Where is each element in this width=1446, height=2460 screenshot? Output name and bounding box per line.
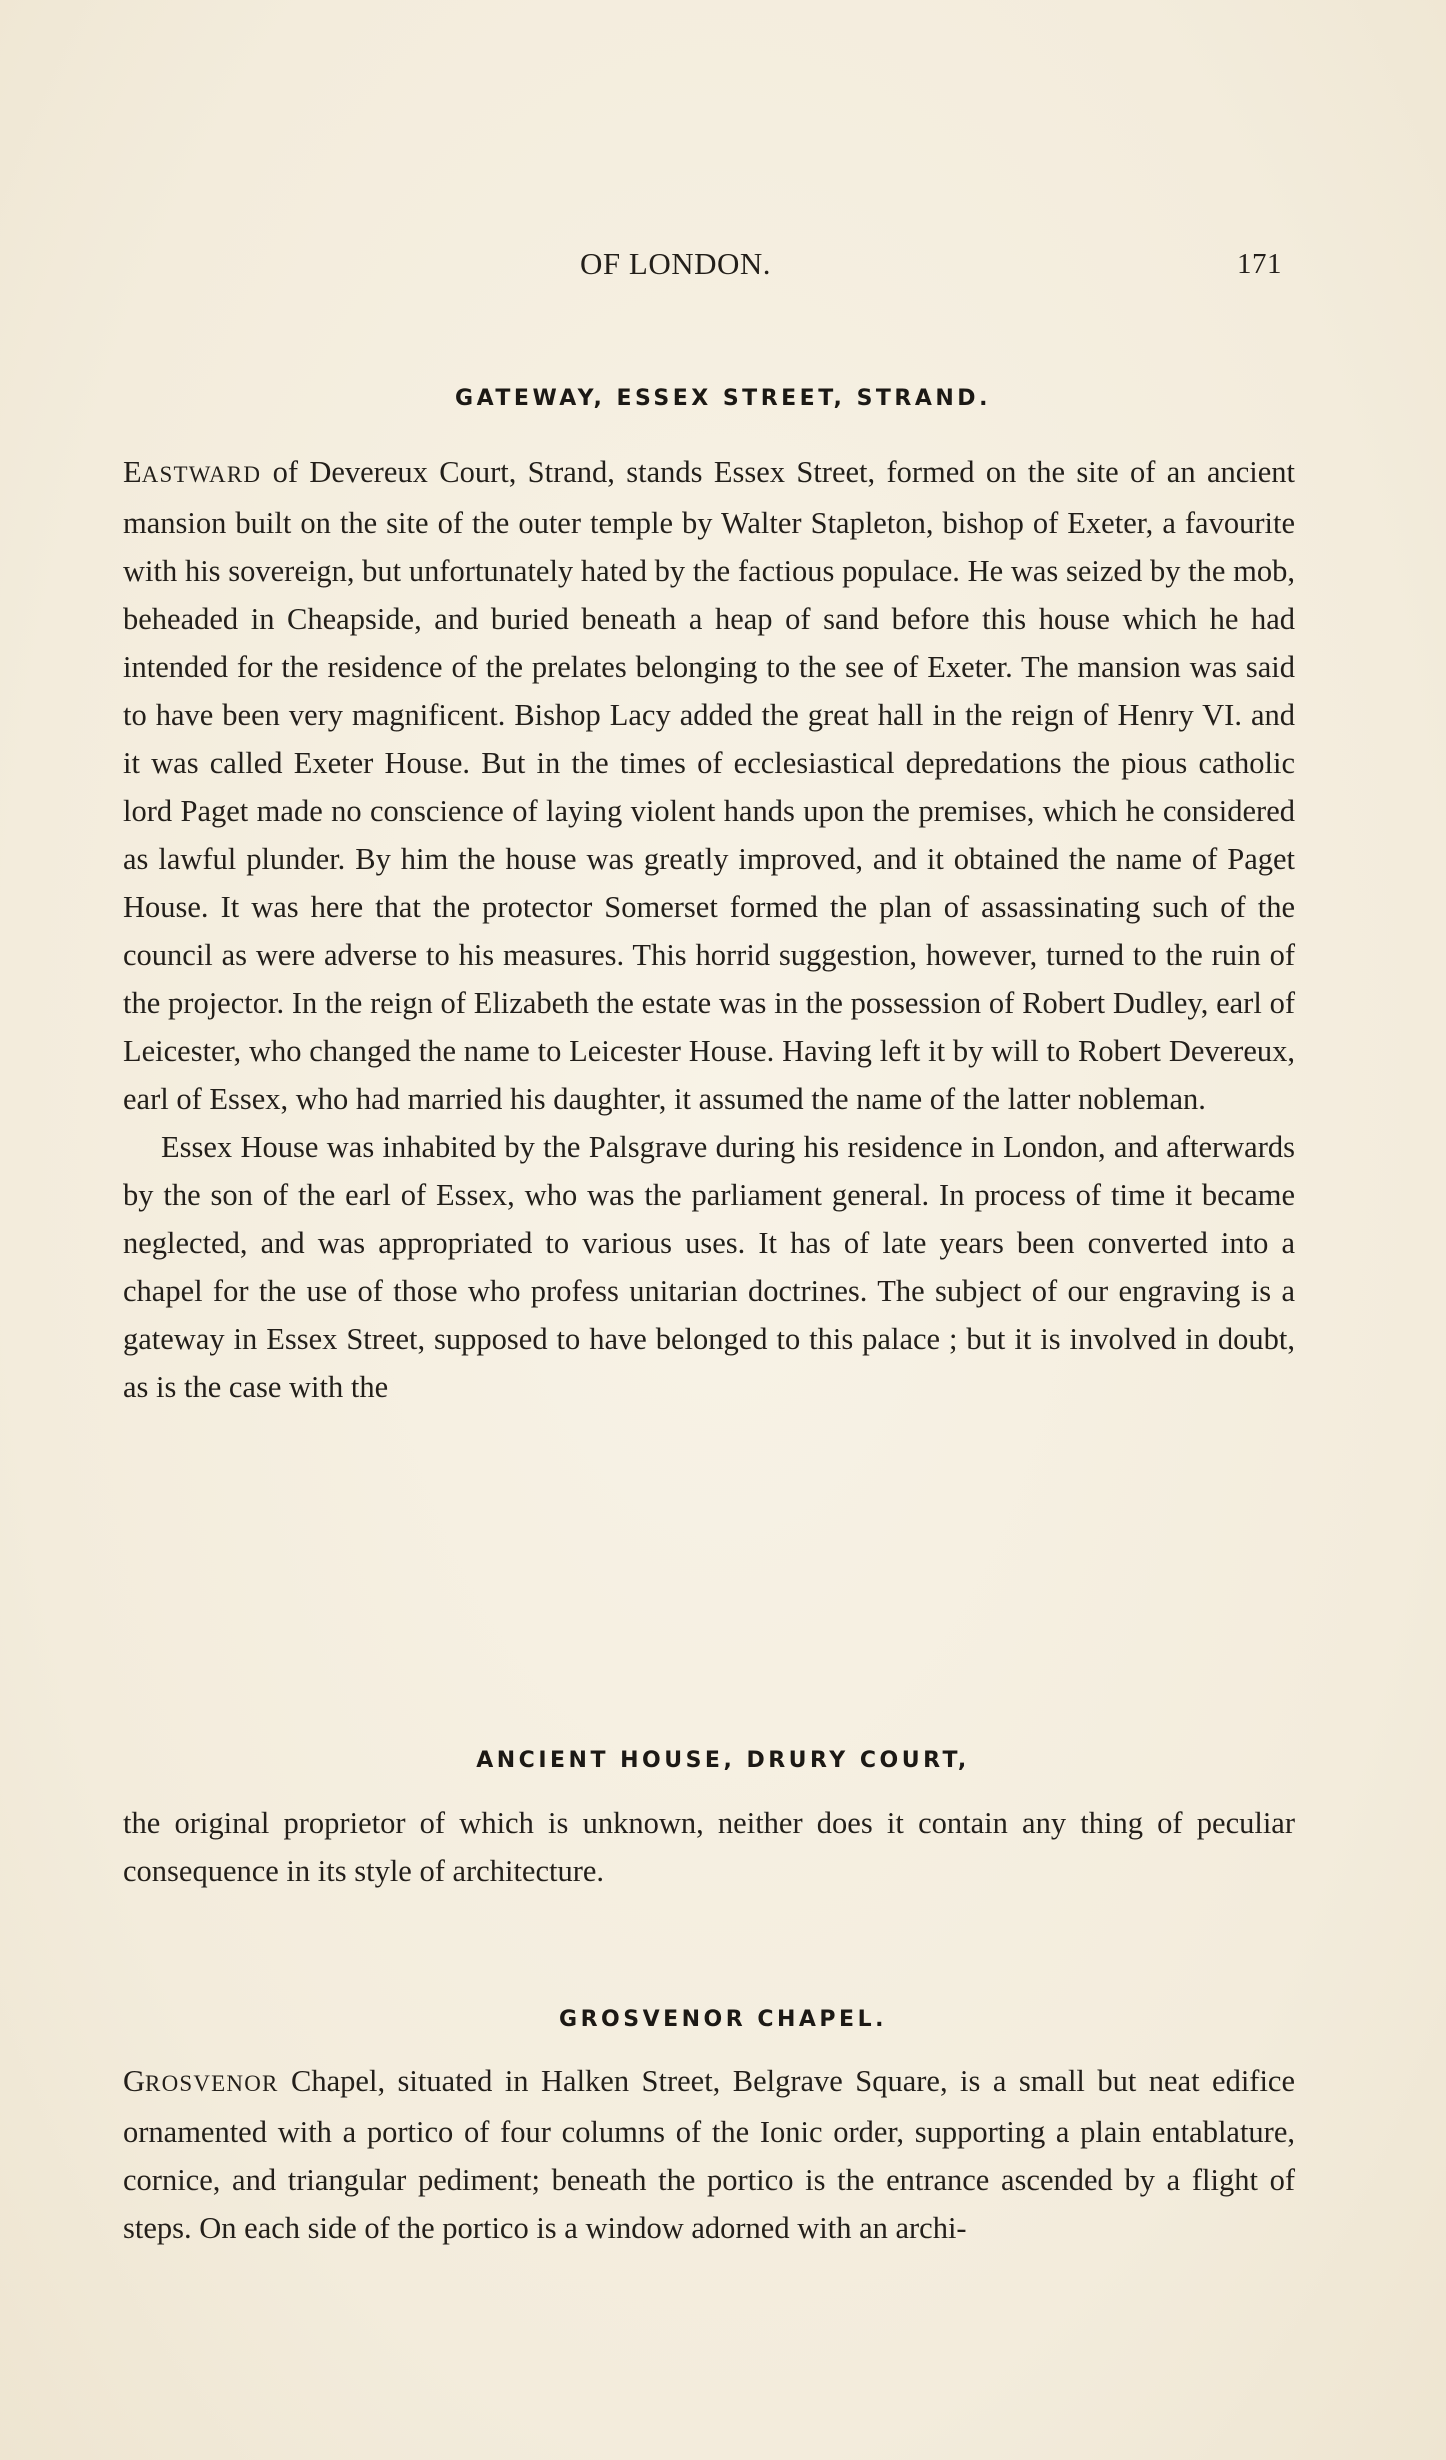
section-body-grosvenor [123,2057,1295,2252]
paragraph-text: Chapel, situated in Halken Street, Belgrave Square, is a small but neat edifice ornamented with a portico of four columns of the Ionic order, supporting a plain entablature, cornice, and triangular pediment; beneath the portico is the entrance ascended by a flight of steps. On each side of the portico is a window adorned with an archi- [123,2064,1295,2245]
lead-small-caps: ROSVENOR [145,2071,279,2096]
lead-capital: G [123,2064,146,2098]
section-heading-drury: ANCIENT HOUSE, DRURY COURT, [476,1748,970,1773]
paragraph [123,2057,1295,2252]
section-body-gateway [123,448,1295,1411]
section-body-drury [123,1799,1295,1895]
paragraph: Essex House was inhabited by the Palsgrave during his residence in London, and afterwards by the son of the earl of Essex, who was the parliament general. In process of time it became neglected, and was appropriated to various uses. It has of late years been converted into a chapel for the use of those who profess unitarian doctrines. The subject of our engraving is a gateway in Essex Street, supposed to have belonged to this palace ; but it is involved in doubt, as is the case with the [123,1130,1295,1404]
section-heading-grosvenor: GROSVENOR CHAPEL. [559,2007,887,2032]
running-head [0,238,1446,288]
section-heading-gateway: GATEWAY, ESSEX STREET, STRAND. [455,386,991,411]
paragraph-text: of Devereux Court, Strand, stands Essex Street, formed on the site of an ancient mansion built on the site of the outer temple by Walter Stapleton, bishop of Exeter, a favourite with his sovereign, but unfortunately hated by the factious populace. He was seized by the mob, beheaded in Cheapside, and buried beneath a heap of sand before this house which he had intended for the residence of the prelates belonging to the see of Exeter. The mansion was said to have been very magnificent. Bishop Lacy added the great hall in the reign of Henry VI. and it was called Exeter House. But in the times of ecclesiastical depredations the pious catholic lord Paget made no conscience of laying violent hands upon the premises, which he considered as lawful plunder. By him the house was greatly improved, and it obtained the name of Paget House. It was here that the protector Somerset formed the plan of assassinating such of the council as were adverse to his measures. This horrid suggestion, however, turned to the ruin of the projector. In the reign of Elizabeth the estate was in the possession of Robert Dudley, earl of Leicester, who changed the name to Leicester House. Having left it by will to Robert Devereux, earl of Essex, who had married his daughter, it assumed the name of the latter nobleman. [123,455,1295,1116]
paragraph [123,448,1295,1123]
lead-capital: E [123,455,142,489]
page-number: 171 [1237,248,1282,280]
running-title: OF LONDON. [580,246,771,281]
paragraph: the original proprietor of which is unknown, neither does it contain any thing of peculiar consequence in its style of architecture. [123,1806,1295,1888]
lead-small-caps: ASTWARD [141,462,262,487]
